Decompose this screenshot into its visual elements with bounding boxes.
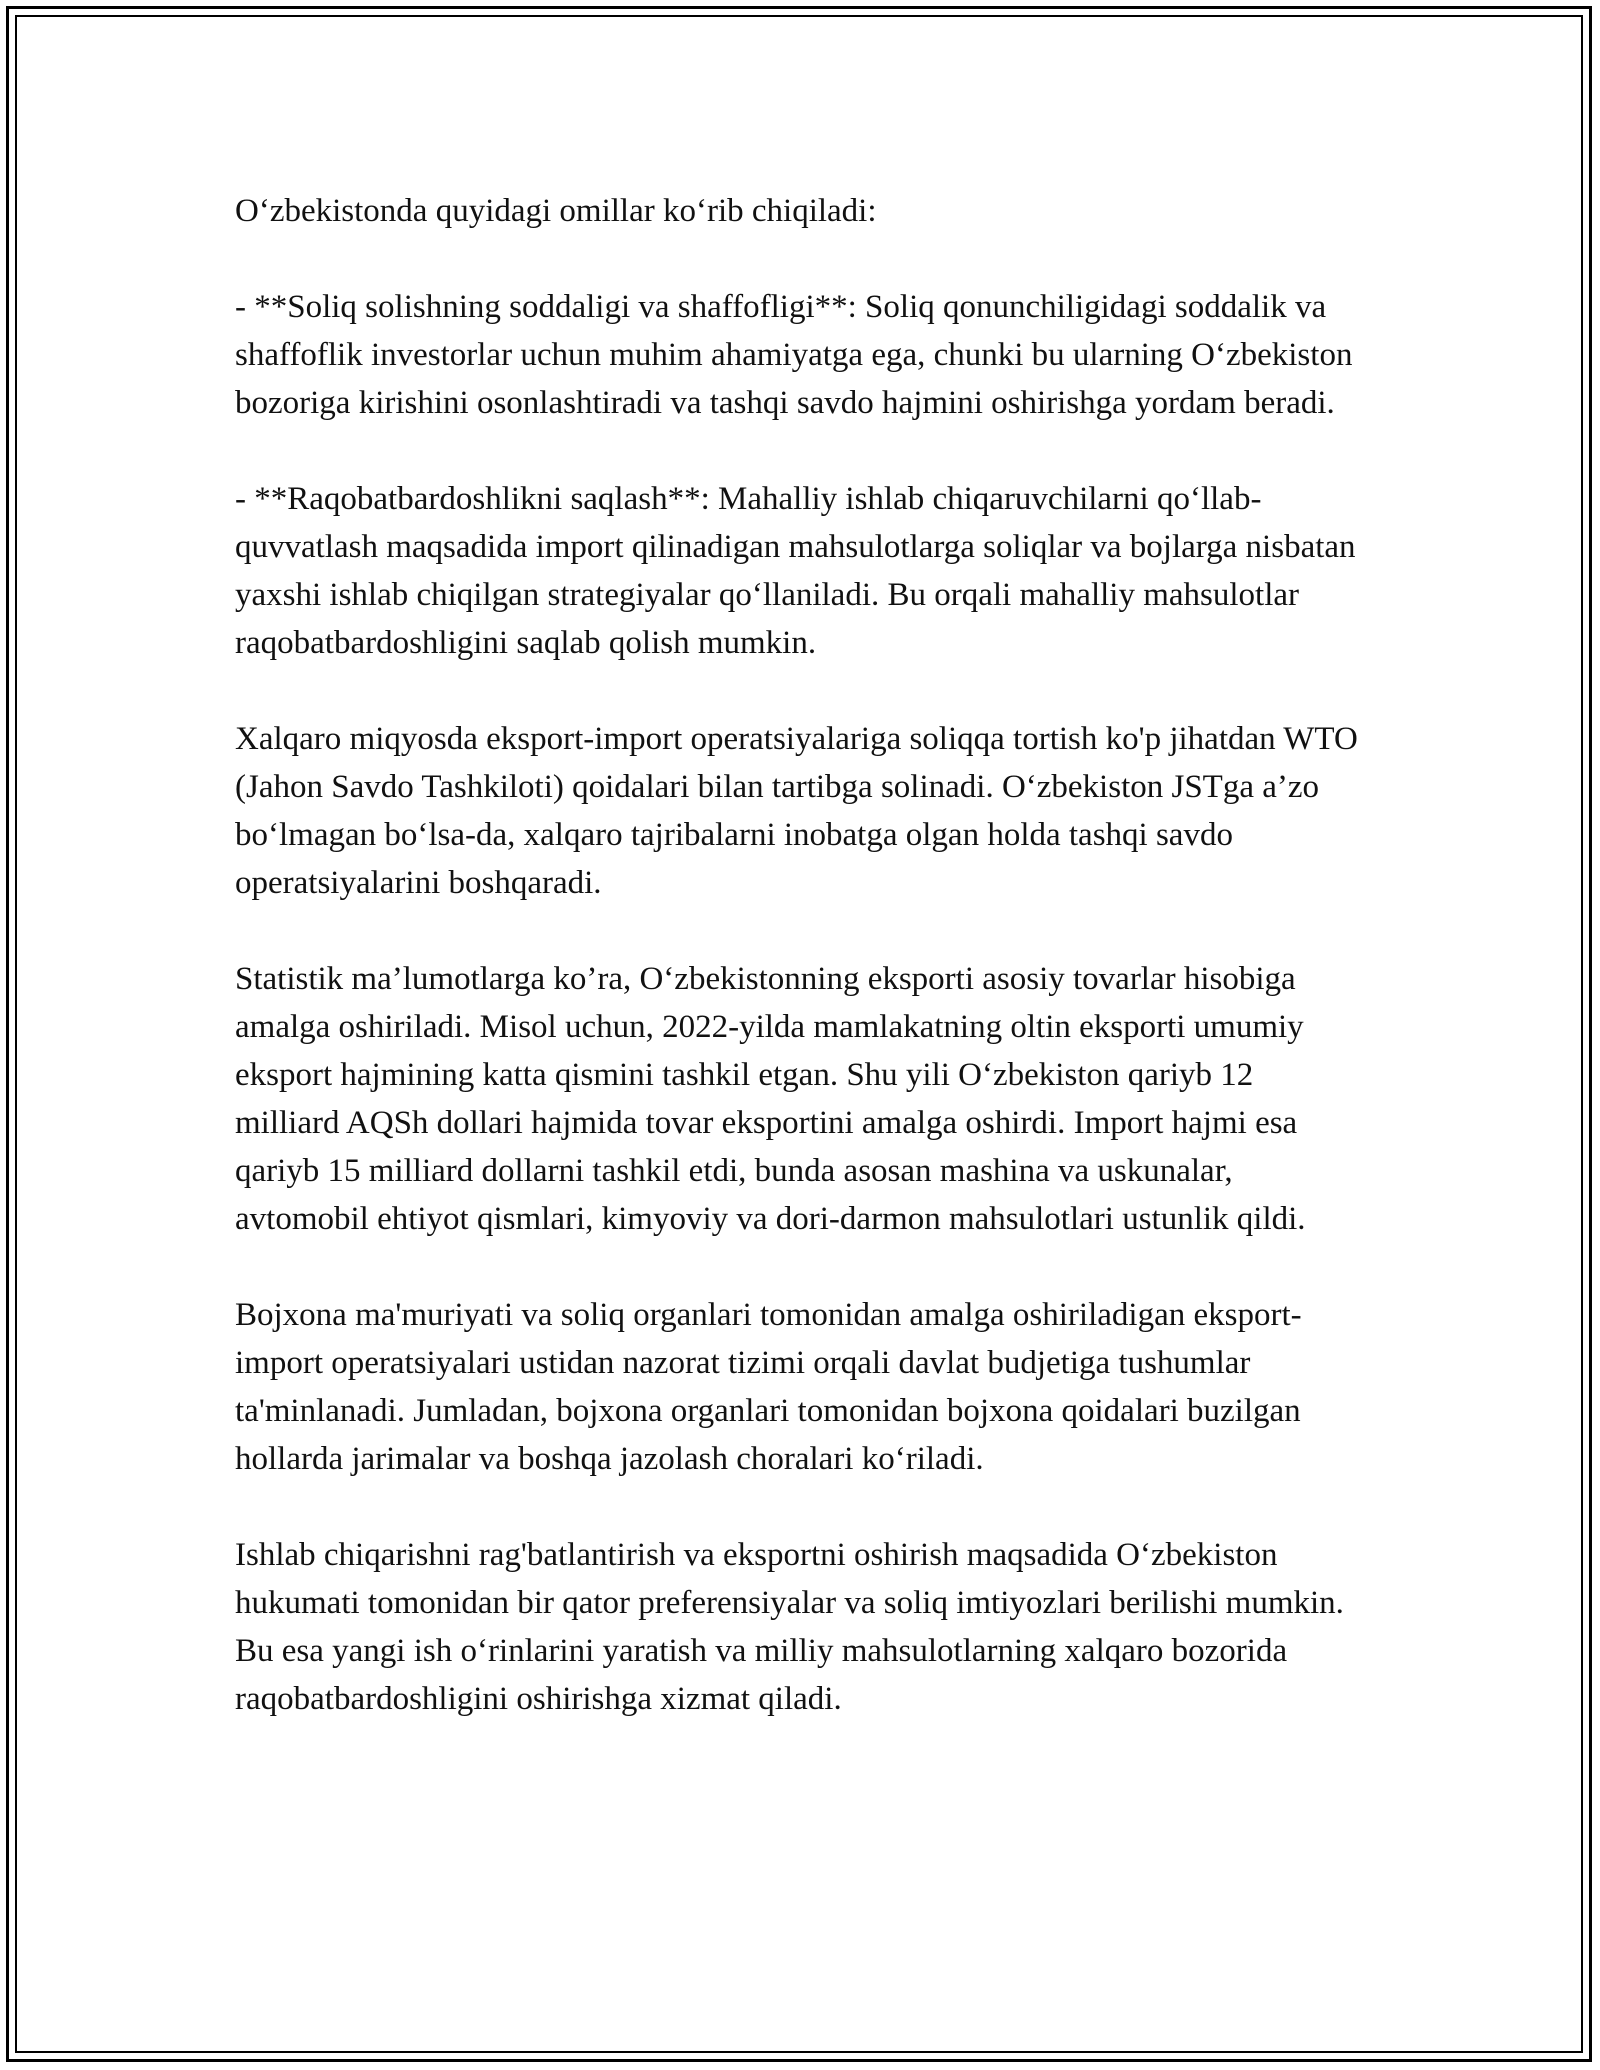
paragraph-wto: Xalqaro miqyosda eksport-import operatsiyalariga soliqqa tortish ko'p jihatdan WTO (Jahon Savdo Tashkiloti) qoidalari bilan tartibga solinadi. O‘zbekiston JSTga a’zo bo‘lmagan bo‘lsa-da, xalqaro tajribalarni inobatga olgan holda tashqi savdo operatsiyalarini boshqaradi.	[235, 721, 1358, 901]
paragraph-incentives: Ishlab chiqarishni rag'batlantirish va eksportni oshirish maqsadida O‘zbekiston hukumati tomonidan bir qator preferensiyalar va soliq imtiyozlari berilishi mumkin. Bu esa yangi ish o‘rinlarini yaratish va milliy mahsulotlarning xalqaro bozorida raqobatbardoshligini oshirishga xizmat qiladi.	[235, 1537, 1344, 1717]
document-body	[235, 187, 1365, 1723]
paragraph-customs: Bojxona ma'muriyati va soliq organlari tomonidan amalga oshiriladigan eksport-import operatsiyalari ustidan nazorat tizimi orqali davlat budjetiga tushumlar ta'minlanadi. Jumladan, bojxona organlari tomonidan bojxona qoidalari buzilgan hollarda jarimalar va boshqa jazolash choralari ko‘riladi.	[235, 1297, 1302, 1477]
bullet-item-competitiveness: - **Raqobatbardoshlikni saqlash**: Mahalliy ishlab chiqaruvchilarni qo‘llab-quvvatlash maqsadida import qilinadigan mahsulotlarga soliqlar va bojlarga nisbatan yaxshi ishlab chiqilgan strategiyalar qo‘llaniladi. Bu orqali mahalliy mahsulotlar raqobatbardoshligini saqlab qolish mumkin.	[235, 481, 1356, 661]
intro-paragraph: O‘zbekistonda quyidagi omillar ko‘rib chiqiladi:	[235, 193, 877, 229]
paragraph-statistics: Statistik ma’lumotlarga ko’ra, O‘zbekistonning eksporti asosiy tovarlar hisobiga amalga oshiriladi. Misol uchun, 2022-yilda mamlakatning oltin eksporti umumiy eksport hajmining katta qismini tashkil etgan. Shu yili O‘zbekiston qariyb 12 milliard AQSh dollari hajmida tovar eksportini amalga oshirdi. Import hajmi esa qariyb 15 milliard dollarni tashkil etdi, bunda asosan mashina va uskunalar, avtomobil ehtiyot qismlari, kimyoviy va dori-darmon mahsulotlari ustunlik qildi.	[235, 961, 1306, 1237]
bullet-item-tax-simplicity: - **Soliq solishning soddaligi va shaffofligi**: Soliq qonunchiligidagi soddalik va shaffoflik investorlar uchun muhim ahamiyatga ega, chunki bu ularning O‘zbekiston bozoriga kirishini osonlashtiradi va tashqi savdo hajmini oshirishga yordam beradi.	[235, 289, 1353, 421]
